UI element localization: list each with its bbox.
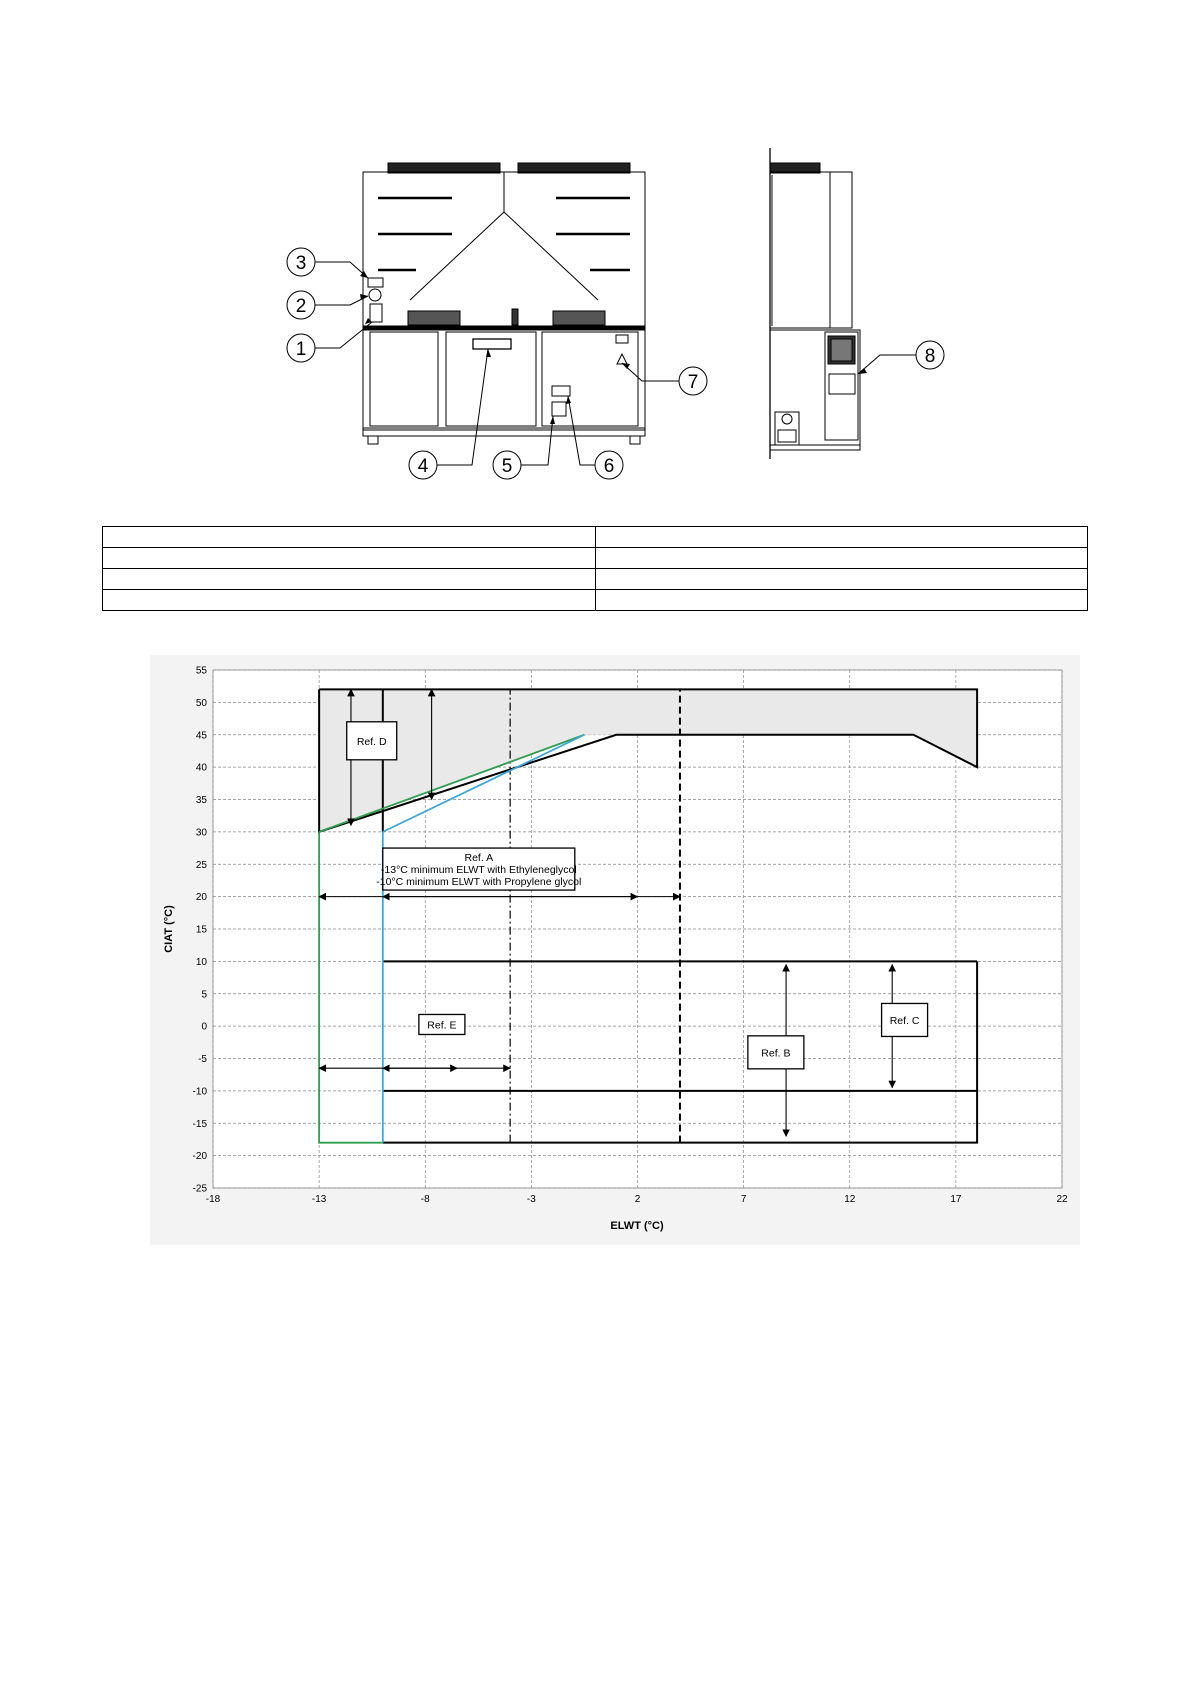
table-row — [103, 527, 1088, 548]
y-tick-label: 5 — [201, 989, 207, 1001]
callout-5: 5 — [501, 456, 513, 477]
annotation-ref-c — [882, 1003, 928, 1036]
table-cell — [595, 569, 1088, 590]
callout-4: 4 — [417, 456, 429, 477]
y-tick-label: -5 — [198, 1054, 207, 1065]
x-axis-title: ELWT (°C) — [610, 1220, 664, 1232]
y-tick-label: 20 — [195, 892, 207, 904]
x-tick-label: 17 — [950, 1194, 962, 1205]
annotation-ref-b — [748, 1036, 804, 1069]
leader-7 — [622, 363, 679, 381]
annotation-text: Ref. A — [464, 852, 494, 865]
y-tick-label: 40 — [195, 762, 207, 774]
callout-6: 6 — [603, 456, 615, 477]
x-tick-label: -13 — [311, 1194, 327, 1205]
y-tick-label: 0 — [201, 1021, 207, 1033]
y-tick-label: 55 — [195, 665, 207, 677]
y-tick-label: 30 — [195, 827, 207, 839]
annotation-ref-a — [376, 848, 581, 890]
table-cell — [103, 569, 596, 590]
side-view — [770, 148, 860, 459]
table-row — [103, 590, 1088, 611]
y-tick-label: 25 — [195, 859, 207, 871]
callout-2: 2 — [295, 296, 307, 317]
envelope-chart — [150, 655, 1080, 1245]
x-tick-label: -8 — [420, 1194, 430, 1205]
callout-7: 7 — [687, 372, 699, 393]
table-cell — [103, 548, 596, 569]
y-tick-label: -15 — [192, 1118, 207, 1130]
x-tick-label: 12 — [844, 1194, 856, 1205]
leader-3 — [315, 262, 368, 278]
unit-drawing — [0, 0, 1190, 500]
x-tick-label: 2 — [634, 1194, 641, 1205]
y-tick-label: -25 — [192, 1183, 207, 1195]
table-row — [103, 569, 1088, 590]
table-row — [103, 548, 1088, 569]
y-tick-label: -20 — [192, 1151, 207, 1163]
callout-3: 3 — [295, 253, 307, 274]
y-tick-label: 35 — [195, 795, 207, 806]
annotation-text: Ref. E — [427, 1019, 457, 1032]
y-tick-label: -10 — [192, 1086, 207, 1098]
table-cell — [595, 527, 1088, 548]
x-tick-label: 22 — [1056, 1194, 1068, 1205]
annotation-ref-e — [419, 1014, 465, 1034]
x-tick-label: -18 — [205, 1194, 221, 1205]
leader-8 — [858, 355, 916, 374]
callout-8: 8 — [924, 346, 936, 367]
table-cell — [595, 590, 1088, 611]
x-tick-label: -3 — [526, 1194, 536, 1205]
table-cell — [595, 548, 1088, 569]
annotation-text: -13°C minimum ELWT with Ethyleneglycol — [380, 864, 577, 877]
annotation-text: -10°C minimum ELWT with Propylene glycol — [376, 876, 582, 889]
annotation-text: Ref. D — [356, 735, 387, 748]
y-tick-label: 50 — [195, 697, 207, 709]
front-view — [363, 163, 645, 444]
leader-4 — [437, 349, 488, 465]
table-cell — [103, 527, 596, 548]
callout-1: 1 — [295, 339, 307, 360]
annotation-text: Ref. C — [889, 1014, 920, 1027]
annotation-ref-d — [347, 722, 397, 760]
table-cell — [103, 590, 596, 611]
y-tick-label: 45 — [195, 730, 207, 742]
y-tick-label: 15 — [195, 924, 207, 936]
blank-table — [102, 526, 1088, 611]
y-axis-title: CIAT (°C) — [163, 905, 175, 953]
y-tick-label: 10 — [195, 956, 207, 968]
x-tick-label: 7 — [740, 1194, 747, 1205]
leader-5 — [521, 416, 553, 465]
annotation-text: Ref. B — [761, 1047, 791, 1060]
leader-2 — [315, 296, 368, 305]
